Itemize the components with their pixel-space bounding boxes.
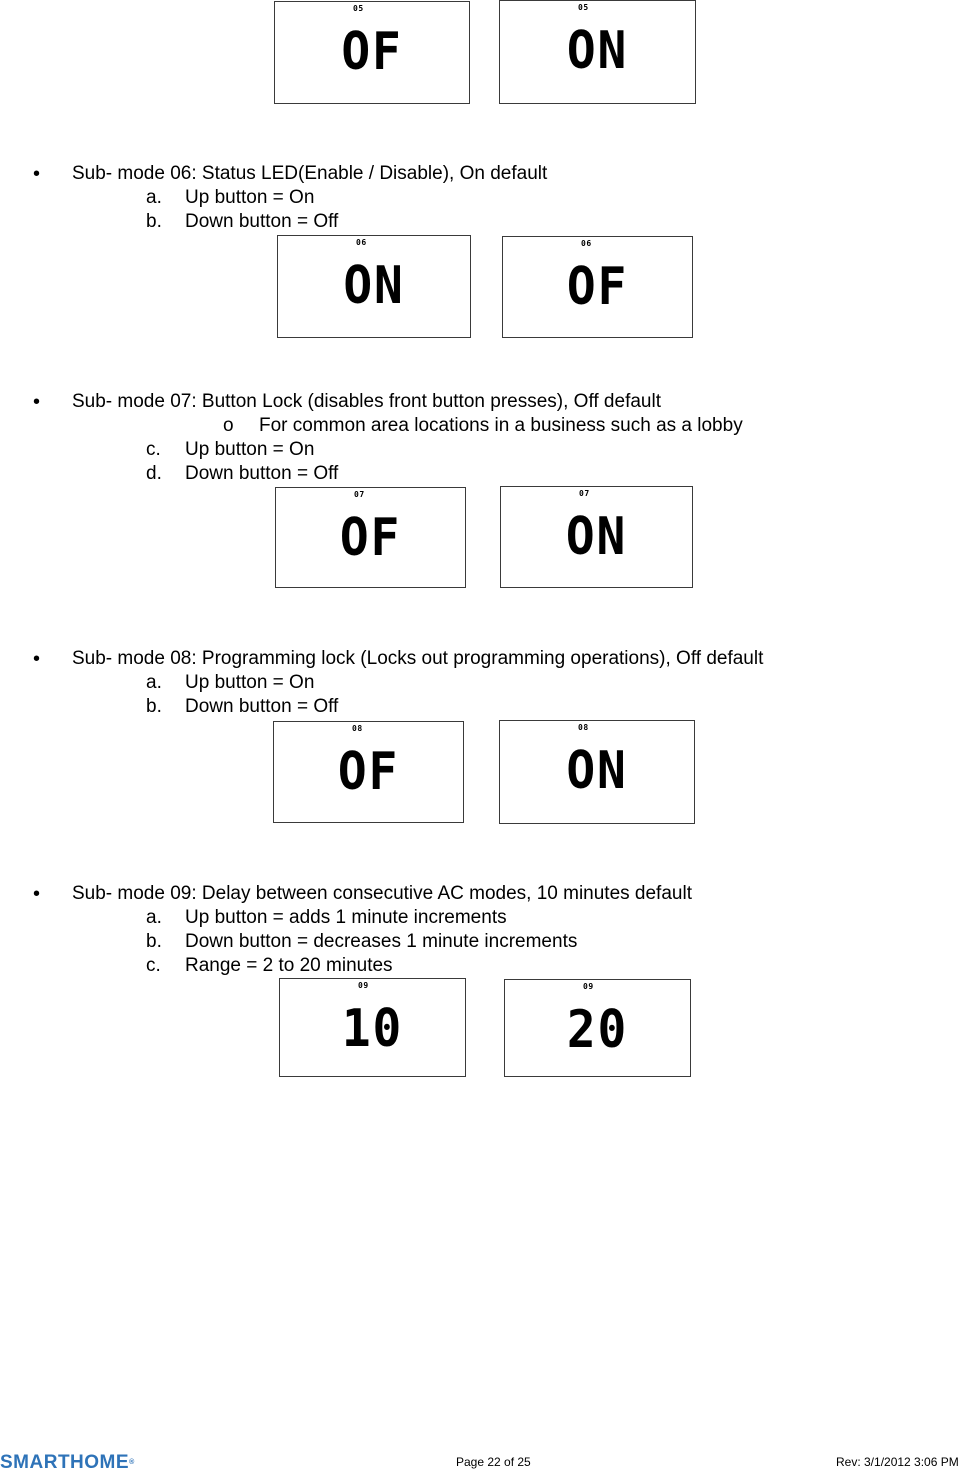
bullet: • [33, 648, 41, 670]
list-marker: a. [146, 672, 162, 693]
lcd-display [504, 979, 691, 1077]
bullet: • [33, 883, 41, 905]
list-item: Up button = On [185, 672, 315, 693]
lcd-display [500, 486, 693, 588]
lcd-digits: OF [341, 22, 403, 82]
list-item: Up button = adds 1 minute increments [185, 907, 507, 928]
lcd-digits: ON [565, 507, 628, 567]
section-title: Sub- mode 07: Button Lock (disables front button presses), Off default [72, 391, 661, 412]
lcd-submode-code: 09 [583, 982, 594, 991]
lcd-display [274, 1, 470, 104]
lcd-digits: 10 [341, 999, 404, 1059]
lcd-digits: OF [337, 742, 400, 802]
lcd-submode-code: 07 [354, 490, 365, 499]
registered-mark: ® [129, 1459, 135, 1466]
list-marker: c. [146, 955, 161, 976]
list-marker: a. [146, 907, 162, 928]
logo-text: SMARTHOME [0, 1452, 130, 1473]
lcd-submode-code: 08 [578, 723, 589, 732]
list-item: Down button = Off [185, 463, 339, 484]
lcd-display [502, 236, 693, 338]
page-number: Page 22 of 25 [456, 1455, 531, 1469]
section-title: Sub- mode 06: Status LED(Enable / Disable), On default [72, 163, 548, 184]
lcd-display [275, 487, 466, 588]
sub-bullet-marker: o [223, 415, 234, 436]
lcd-submode-code: 05 [353, 4, 364, 13]
bullet: • [33, 163, 41, 185]
section-title: Sub- mode 08: Programming lock (Locks out programming operations), Off default [72, 648, 764, 669]
list-item: Down button = decreases 1 minute increments [185, 931, 578, 952]
list-marker: d. [146, 463, 162, 484]
lcd-submode-code: 07 [579, 489, 590, 498]
revision-date: Rev: 3/1/2012 3:06 PM [836, 1455, 959, 1469]
lcd-display [499, 0, 696, 104]
lcd-digits: OF [339, 508, 402, 568]
lcd-digits: ON [566, 21, 629, 81]
smarthome-logo [0, 1453, 135, 1473]
list-marker: b. [146, 696, 162, 717]
lcd-digits: 20 [566, 1000, 629, 1060]
list-item: Down button = Off [185, 696, 339, 717]
sub-bullet-text: For common area locations in a business such as a lobby [259, 415, 743, 436]
bullet: • [33, 391, 41, 413]
list-marker: a. [146, 187, 162, 208]
lcd-submode-code: 06 [581, 239, 592, 248]
list-item: Range = 2 to 20 minutes [185, 955, 393, 976]
lcd-submode-code: 06 [356, 238, 367, 247]
list-item: Up button = On [185, 187, 315, 208]
list-item: Up button = On [185, 439, 315, 460]
lcd-submode-code: 08 [352, 724, 363, 733]
lcd-digits: ON [566, 741, 628, 801]
list-item: Down button = Off [185, 211, 339, 232]
lcd-display [279, 978, 466, 1077]
lcd-digits: OF [566, 257, 629, 317]
lcd-display [273, 721, 464, 823]
lcd-digits: ON [343, 256, 405, 316]
lcd-display [277, 235, 471, 338]
lcd-display [499, 720, 695, 824]
list-marker: c. [146, 439, 161, 460]
list-marker: b. [146, 931, 162, 952]
lcd-submode-code: 09 [358, 981, 369, 990]
section-title: Sub- mode 09: Delay between consecutive AC modes, 10 minutes default [72, 883, 692, 904]
lcd-submode-code: 05 [578, 3, 589, 12]
list-marker: b. [146, 211, 162, 232]
